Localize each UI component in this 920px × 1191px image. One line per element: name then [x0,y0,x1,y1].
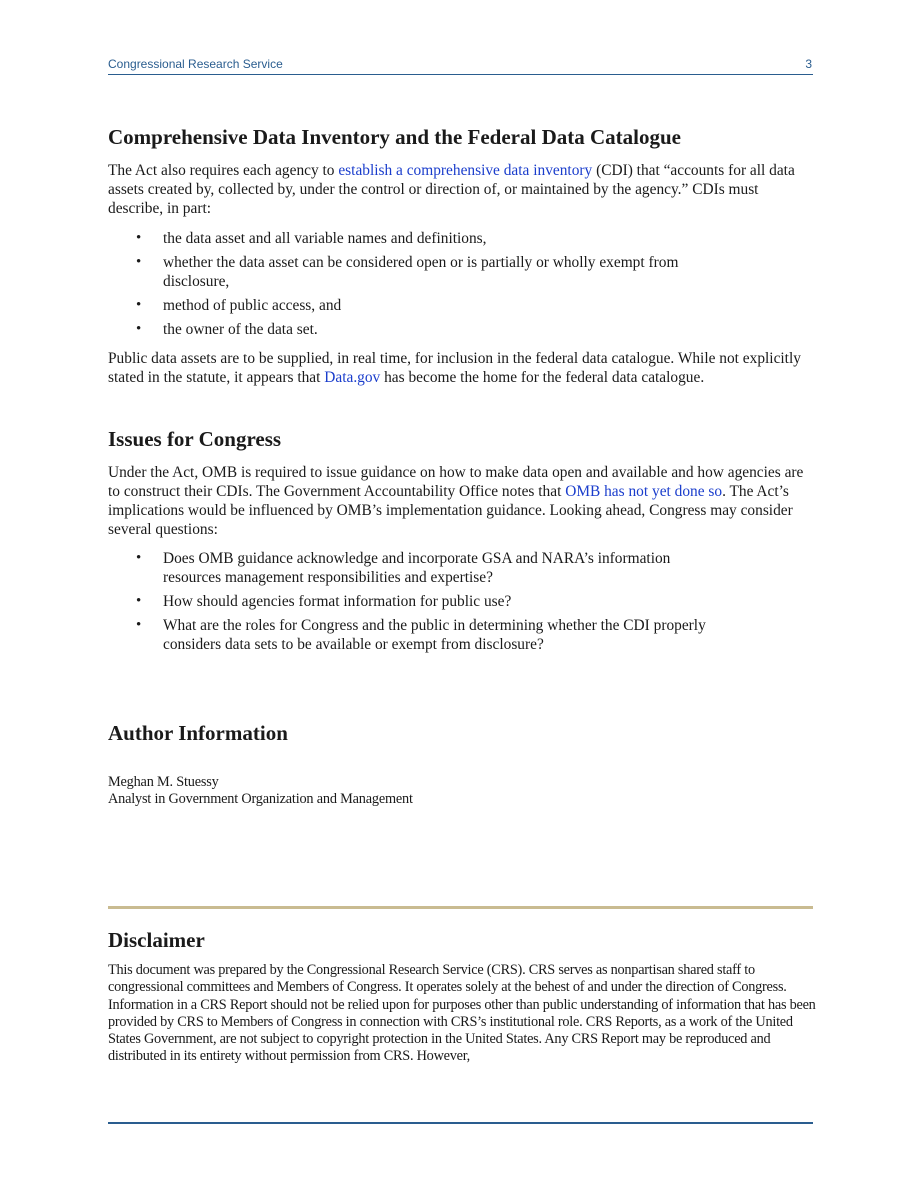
footer-divider [108,1122,813,1124]
running-header [108,57,813,75]
heading-issues: Issues for Congress [108,427,282,451]
paragraph-issues-intro [108,463,813,539]
text-fragment: . The Act’s implications would be influenced by OMB’s implementation guidance. Looking ahead, Congress may consider several questions: [108,483,793,538]
paragraph-cdi-closing [108,349,813,387]
text-fragment: (CDI) that “accounts for all data assets created by, collected by, under the control or direction of, or maintained by the agency.” CDIs must describe, in part: [108,162,795,217]
text-fragment: Under the Act, OMB is required to issue guidance on how to make data open and available and how agencies are to construct their CDIs. The Government Accountability Office notes that [108,464,804,500]
header-org-name: Congressional Research Service [108,57,283,71]
page-number: 3 [805,57,812,71]
text-fragment: has become the home for the federal data catalogue. [380,369,705,386]
list-item: • Does OMB guidance acknowledge and incorporate GSA and NARA’s information resources management responsibilities and expertise? [108,549,723,587]
text-fragment: Public data assets are to be supplied, in real time, for inclusion in the federal data catalogue. While not explicitly stated in the statute, it appears that [108,350,801,386]
list-item: • What are the roles for Congress and the public in determining whether the CDI properly considers data sets to be available or exempt from disclosure? [108,616,723,654]
link-data-gov[interactable]: Data.gov [324,369,381,386]
link-establish-cdi[interactable]: establish a comprehensive data inventory [338,162,593,179]
list-item: • the data asset and all variable names and definitions, [108,229,723,248]
heading-cdi: Comprehensive Data Inventory and the Federal Data Catalogue [108,125,681,149]
section-divider [108,906,813,909]
text-fragment: The Act also requires each agency to [108,162,339,179]
heading-author-information: Author Information [108,721,288,745]
heading-disclaimer: Disclaimer [108,928,205,952]
paragraph-cdi-intro [108,161,813,218]
list-item: • How should agencies format information for public use? [108,592,723,611]
author-name: Meghan M. Stuessy [108,774,219,790]
author-block [108,774,413,808]
list-item: • whether the data asset can be considered open or is partially or wholly exempt from disclosure, [108,253,723,291]
disclaimer-text: This document was prepared by the Congressional Research Service (CRS). CRS serves as nonpartisan shared staff to congressional committees and Members of Congress. It operates solely at the behest of and under the direction of Congress. Information in a CRS Report should not be relied upon for purposes other than public understanding of information that has been provided by CRS to Members of Congress in connection with CRS’s institutional role. CRS Reports, as a work of the United States Government, are not subject to copyright protection in the United States. Any CRS Report may be reproduced and distributed in its entirety without permission from CRS. However, [108,962,816,1065]
list-item: • method of public access, and [108,296,723,315]
link-omb-not-yet[interactable]: OMB has not yet done so [565,483,723,500]
list-item: • the owner of the data set. [108,320,723,339]
list-cdi-requirements [108,229,813,344]
author-title: Analyst in Government Organization and Management [108,791,413,807]
list-congress-questions [108,549,813,659]
